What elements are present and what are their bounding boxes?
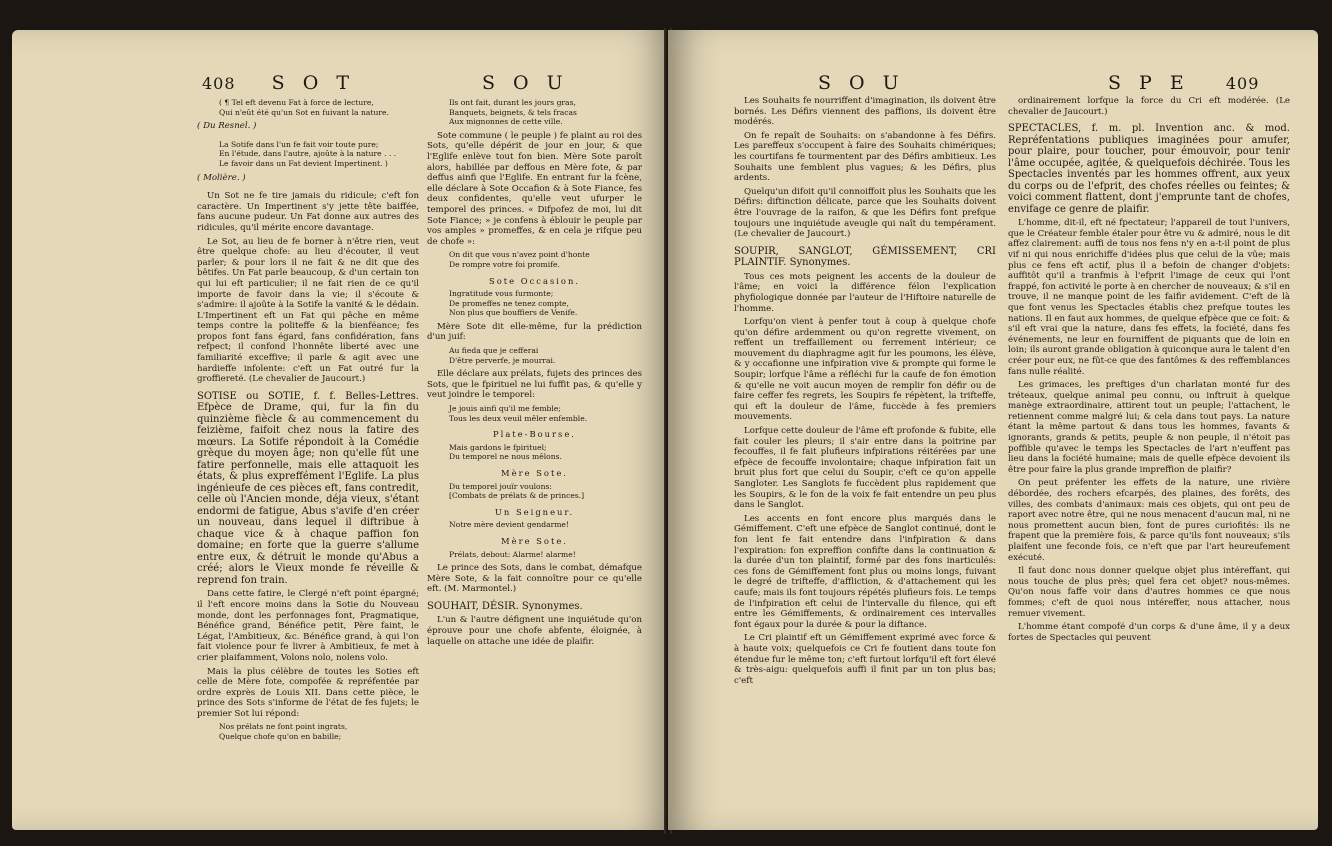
paragraph: On peut préfenter les effets de la nature, une rivière débordée, des rochers efcarpés, des plaines, des forêts, des villes, des combats d'animaux: mais ces objets, qui ont peu de raport avec notre être, qui ne nous menacent d'aucun mal, ni ne nous promettent aucun bien, font de pures curiofités: ils ne frapent que la première fois, & parce qu'ils font nouveaux; s'ils plaifent une feconde fois, ce n'eft que par l'art heureufement exécuté. bbox=[1008, 478, 1290, 563]
verse-block bbox=[427, 550, 642, 560]
attribution: ( Du Resnel. ) bbox=[197, 121, 257, 132]
verse-block bbox=[427, 98, 642, 127]
verse-line: Du temporel jouïr voulons: bbox=[449, 481, 552, 491]
verse-line: Quelque chofe qu'on en babille; bbox=[219, 732, 342, 742]
paragraph: Quelqu'un difoit qu'il connoiffoit plus les Souhaits que les Défirs: diftinction délicate, parce que les Souhaits doivent être l'ouvrage de la raifon, & que les Défirs font prefque toujours une inquiétude aveugle qui naît du tempérament. (Le chevalier de Jaucourt.) bbox=[734, 186, 996, 240]
speaker-label: Un Seigneur. bbox=[494, 506, 575, 517]
verse-line: En l'étude, dans l'autre, ajoûte à la nature . . . bbox=[219, 149, 397, 159]
verse-line: Notre mère devient gendarme! bbox=[449, 520, 569, 530]
paragraph: Sote commune ( le peuple ) fe plaint au roi des Sots, qu'elle dépérit de jour en jour, & que l'Eglife enlève tout fon bien. Mère Sote paroît alors, habillée par deffous en Mère fote, & par deffus ainfi que l'Eglife. En entrant fur la fcène, elle déclare à Sote Occafion & à Sote Fiance, fes deux confidentes, qu'elle veut ufurper le temporel des princes. « Difpofez de moi, lui dit Sote Fiance; » je confens à éblouir le peuple par vos amples » promeffes, & en cela je rifque peu de chofe »: bbox=[427, 130, 642, 247]
verse-line: On dit que vous n'avez point d'honte bbox=[449, 250, 590, 260]
left-page bbox=[12, 30, 672, 830]
attribution: ( Molière. ) bbox=[197, 172, 246, 183]
paragraph: Les Souhaits fe nourriffent d'imagination, ils doivent être bornés. Les Défirs viennent des paffions, ils doivent être modérés. bbox=[734, 96, 996, 128]
paragraph: Les grimaces, les preftiges d'un charlatan monté fur des tréteaux, quelque animal peu connu, ou inftruit à quelque manège extraordinaire, attirent tout un peuple; l'attachent, le retiennent comme malgré lui; & cela dans tout pays. La nature étant la même partout & dans tous les hommes, favants & ignorants, grands & petits, peuple & non peuple, il n'étoit pas poffible qu'avec le temps les Spectacles de l'art n'euffent pas lieu dans la fociété humaine; mais de quelle efpèce devoient ils être pour faire la plus grande impreffion de plaifir? bbox=[1008, 380, 1290, 475]
right-page-number: 409 bbox=[1225, 74, 1260, 93]
right-page bbox=[668, 30, 1318, 830]
verse-block bbox=[197, 98, 419, 117]
paragraph: Elle déclare aux prélats, fujets des princes des Sots, que le fpirituel ne lui fuffit pas, & qu'elle y veut joindre le temporel: bbox=[427, 369, 642, 401]
verse-line: Prélats, debout: Alarme! alarme! bbox=[449, 549, 576, 559]
paragraph: L'un & l'autre défignent une inquiétude qu'on éprouve pour une chofe abfente, éloignée, à laquelle on attache une idée de plaifir. bbox=[427, 615, 642, 647]
right-column-2 bbox=[1008, 96, 1290, 816]
verse-line: Non plus que bouffiers de Venife. bbox=[449, 308, 578, 318]
paragraph: Tous ces mots peignent les accents de la douleur de l'âme; en voici la différence félon l'explication phyfiologique donnée par l'auteur de l'Hiftoire naturelle de l'homme. bbox=[734, 271, 996, 314]
verse-line: Mais gardons le fpirituel; bbox=[449, 442, 547, 452]
entry-sotise: SOTISE ou SOTIE, f. f. Belles-Lettres. Efpèce de Drame, qui, fur la fin du quinzième fiècle & au commencement du feizième, faifoit chez nous la fatire des mœurs. La Sotife répondoit à la Comédie grèque du moyen âge; non qu'elle fût une fatire perfonnelle, mais elle attaquoit les états, & plus expreffément l'Eglife. La plus ingénieufe de ces pièces eft, fans contredit, celle où l'Ancien monde, déja vieux, s'étant endormi de fatigue, Abus s'avife d'en créer un nouveau, dans lequel il diftribue à chaque vice & à chaque paffion fon domaine; en forte que la guerre s'allume entre eux, & détruit le monde qu'Abus a créé; alors le Vieux monde fe réveille & reprend fon train. bbox=[197, 390, 419, 586]
entry-souhait: SOUHAIT, DÉSIR. Synonymes. bbox=[427, 600, 583, 612]
right-running-head-right bbox=[1108, 72, 1259, 94]
verse-block bbox=[197, 140, 419, 169]
paragraph: On fe repaît de Souhaits: on s'abandonne à fes Défirs. Les pareffeux s'occupent à faire des Souhaits chimériques; les courtifans fe tourmentent par des Défirs ambitieux. Les Souhaits une femblent plus vagues; & les Défirs, plus ardents. bbox=[734, 130, 996, 184]
verse-line: La Sotife dans l'un fe fait voir toute pure; bbox=[219, 139, 379, 149]
entry-soupir: SOUPIR, SANGLOT, GÉMISSEMENT, CRI PLAINTIF. Synonymes. bbox=[734, 245, 996, 269]
verse-block bbox=[427, 443, 642, 462]
paragraph: Lorfqu'on vient à penfer tout à coup à quelque chofe qu'on défire ardemment ou qu'on regrette vivement, on reffent un treffaillement ou ferrement intérieur; ce mouvement du diaphragme agit fur les poumons, les élève, & y occafionne une infpiration vive & prompte qui forme le Soupir; lorfque l'âme a réfléchi fur la caufe de fon émotion & qu'elle ne voit aucun moyen de remplir fon défir ou de faire ceffer fes regrets, les Soupirs fe répètent, la trifteffe, qui eft la douleur de l'âme, fuccède à fes premiers mouvements. bbox=[734, 317, 996, 423]
verse-line: Au fieda que je cefferai bbox=[449, 346, 539, 356]
verse-line: Tous les deux veuil mêler enfemble. bbox=[449, 413, 588, 423]
verse-block bbox=[427, 520, 642, 530]
paragraph: Lorfque cette douleur de l'âme eft profonde & fubite, elle fait couler les pleurs; il s'air entre dans la poitrine par fecouffes, il fe fait plufieurs infpirations réitérées par une efpèce de fecouffe involontaire; chaque infpiration fait un bruit plus fort que celui du Soupir, c'eft ce qu'on appelle Sangloter. Les Sanglots fe fuccèdent plus rapidement que les Soupirs, & le fon de la voix fe fait entendre un peu plus dans le Sanglot. bbox=[734, 426, 996, 511]
paragraph: Le Sot, au lieu de fe borner à n'être rien, veut être quelque chofe: au lieu d'écouter, il veut parler; & pour lors il ne fait & ne dit que des bêtifes. Un Fat parle beaucoup, & d'un certain ton qui lui eft particulier; il ne fait rien de ce qu'il importe de favoir dans la vie; il s'écoute & s'admire: il ajoûte à la Sotife la vanité & le dédain. L'Impertinent eft un Fat qui pêche en même temps contre la politeffe & la bienféance; fes propos font fans égard, fans confidération, fans refpect; il confond l'honnête liberté avec une familiarité exceffive; il parle & agit avec une hardieffe infolente: c'eft un Fat outré fur la groffiereté. (Le chevalier de Jaucourt.) bbox=[197, 236, 419, 385]
left-page-number: 408 bbox=[202, 74, 236, 93]
right-head-word-2: S P E bbox=[1108, 72, 1190, 94]
paragraph: Dans cette fatire, le Clergé n'eft point épargné; il l'eft encore moins dans la Sotie du Nouveau monde, dont les perfonnages font, Pragmatique, Bénéfice grand, Bénéfice petit, Père faint, le Légat, l'Ambitieux, &c. Bénéfice grand, à qui l'on fait violence pour fe livrer à Ambitieux, fe met à crier plaifamment, Volons nolo, nolens volo. bbox=[197, 589, 419, 663]
verse-block bbox=[427, 404, 642, 423]
verse-line: Ingratitude vous furmonte; bbox=[449, 289, 554, 299]
right-column-1 bbox=[734, 96, 996, 816]
verse-line: De promeffes ne tenez compte, bbox=[449, 298, 569, 308]
verse-line: Aux mignonnes de cette ville. bbox=[449, 117, 563, 127]
verse-block bbox=[197, 722, 419, 741]
paragraph: Il faut donc nous donner quelque objet plus intéreffant, qui nous touche de plus près; quel fera cet objet? nous-mêmes. Qu'on nous faffe voir dans d'autres hommes ce que nous fommes; c'eft de quoi nous intéreffer, nous attacher, nous remuer vivement. bbox=[1008, 566, 1290, 619]
verse-line: Qui n'eût été qu'un Sot en fuivant la nature. bbox=[219, 107, 389, 117]
paragraph: Les accents en font encore plus marqués dans le Gémiffement. C'eft une efpèce de Sanglot continué, dont le fon lent fe fait entendre dans l'infpiration & dans l'expiration: fon expreffion confifte dans la continuation & la durée d'un ton plaintif, formé par des fons inarticulés: ces fons de Gémiffement font plus ou moins longs, fuivant le degré de trifteffe, d'affliction, & d'attachement qui les caufe; mais ils font toujours répétés plufieurs fois. Le temps de l'infpiration eft celui de l'intervalle du filence, qui eft entre les Gémiffements, & ordinairement ces intervalles font égaux pour la durée & pour la diftance. bbox=[734, 513, 996, 630]
paragraph: Le Cri plaintif eft un Gémiffement exprimé avec force & à haute voix; quelquefois ce Cri fe foutient dans toute fon étendue fur le même ton; c'eft furtout lorfqu'il eft fort élevé & très-aigu: quelquefois auffi il finit par un ton plus bas; c'eft bbox=[734, 633, 996, 686]
verse-line: [Combats de prélats & de princes.] bbox=[449, 491, 585, 501]
verse-line: Banquets, beignets, & tels fracas bbox=[449, 107, 577, 117]
paragraph: Mais la plus célèbre de toutes les Soties eft celle de Mère fote, compofée & repréfentée par ordre exprès de Louis XII. Dans cette pièce, le prince des Sots s'informe de l'état de fes fujets; le premier Sot lui répond: bbox=[197, 666, 419, 719]
entry-spectacles: SPECTACLES, f. m. pl. Invention anc. & mod. Repréfentations publiques imaginées pour amufer, pour plaire, pour toucher, pour émouvoir, pour tenir l'âme occupée, agitée, & quelquefois déchirée. Tous les Spectacles inventés par les hommes offrent, aux yeux du corps ou de l'efprit, des chofes réelles ou feintes; & voici comment flattent, dont j'emprunte tant de chofes, envifage ce genre de plaifir. bbox=[1008, 123, 1290, 215]
verse-block bbox=[427, 346, 642, 365]
paragraph: Mère Sote dit elle-même, fur la prédiction d'un juif: bbox=[427, 321, 642, 343]
verse-block bbox=[427, 289, 642, 318]
paragraph: L'homme, dit-il, eft né fpectateur; l'appareil de tout l'univers, que le Créateur femble étaler pour être vu & admiré, nous le dit affez clairement: auffi de tous nos fens n'y en a-t-il point de plus vif ni qui nous enrichiffe d'idées plus que celui de la vûe; mais plus ce fens eft actif, plus il a befoin de changer d'objets: auffitôt qu'il a tranfmis à l'efprit l'image de ceux qui l'ont frappé, fon activité le porte à en chercher de nouveaux; & s'il en trouve, il ne manque point de les faifir avidement. C'eft de là que font venus les Spectacles établis chez prefque toutes les nations. Il en faut aux hommes, de quelque efpèce que ce foit: & s'il eft vrai que la nature, dans fes effets, la fociété, dans fes événements, ne leur en fourniffent de piquants que de loin en loin; ils auront grande obligation à quiconque aura le talent d'en créer pour eux, ne fût-ce que des fantômes & des reffemblances fans nulle réalité. bbox=[1008, 218, 1290, 377]
verse-line: Nos prélats ne font point ingrats, bbox=[219, 722, 348, 732]
verse-line: Du temporel ne nous mêlons. bbox=[449, 452, 562, 462]
left-head-word-2: S O U bbox=[482, 72, 569, 94]
verse-line: Le favoir dans un Fat devient Impertinent. ) bbox=[219, 158, 388, 168]
verse-line: Je jouis ainfi qu'il me femble; bbox=[449, 404, 561, 414]
verse-line: D'être perverfe, je mourrai. bbox=[449, 355, 556, 365]
speaker-label: Mère Sote. bbox=[501, 468, 568, 478]
verse-line: Ils ont fait, durant les jours gras, bbox=[449, 98, 576, 107]
paragraph: Un Sot ne fe tire jamais du ridicule; c'eft fon caractère. Un Impertinent s'y jette tête baiffée, fans aucune pudeur. Un Fat donne aux autres des ridicules, qu'il mérite encore davantage. bbox=[197, 191, 419, 233]
verse-block bbox=[427, 250, 642, 269]
left-running-head-left bbox=[202, 72, 355, 94]
verse-line: ( ¶ Tel eft devenu Fat à force de lecture, bbox=[219, 98, 374, 107]
left-head-word-1: S O T bbox=[271, 72, 356, 94]
left-column-2 bbox=[427, 96, 642, 816]
verse-line: De rompre votre foi promife. bbox=[449, 259, 560, 269]
left-column-1 bbox=[197, 96, 419, 816]
paragraph: Le prince des Sots, dans le combat, démafque Mère Sote, & la fait connoître pour ce qu'elle eft. (M. Marmontel.) bbox=[427, 563, 642, 595]
right-head-word-1: S O U bbox=[818, 72, 905, 94]
paragraph: ordinairement lorfque la force du Cri eft modérée. (Le chevalier de Jaucourt.) bbox=[1008, 96, 1290, 117]
verse-block bbox=[427, 482, 642, 501]
speaker-label: Mère Sote. bbox=[501, 535, 568, 546]
speaker-label: Plate-Bourse. bbox=[493, 429, 576, 440]
paragraph: L'homme étant compofé d'un corps & d'une âme, il y a deux fortes de Spectacles qui peuvent bbox=[1008, 622, 1290, 643]
speaker-label: Sote Occasion. bbox=[488, 275, 581, 286]
